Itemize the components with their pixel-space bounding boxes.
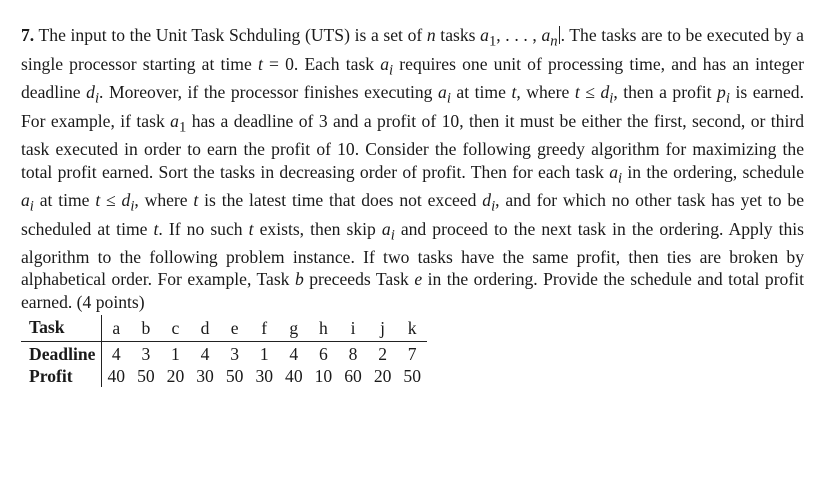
math-var: e	[414, 269, 423, 290]
math-var: d	[121, 190, 131, 211]
math-var: t	[257, 53, 263, 74]
problem-text: preceeds Task	[303, 269, 415, 290]
problem-text: requires one unit of processing time, and has an integer deadline	[21, 53, 804, 103]
math-subscript: i	[618, 170, 623, 187]
deadline-cell: 1	[171, 344, 180, 364]
math-subscript: i	[130, 198, 135, 215]
math-var: a	[380, 53, 390, 74]
math-subscript: i	[94, 90, 100, 107]
deadline-cell: 2	[378, 344, 387, 364]
math-subscript: n	[550, 33, 558, 50]
task-cell: b	[131, 315, 161, 342]
problem-text: tasks	[435, 25, 481, 45]
profit-cell: 60	[344, 366, 362, 386]
problem-text: ≤	[579, 82, 601, 103]
task-cell: g	[279, 315, 309, 342]
profit-cell: 40	[285, 366, 303, 386]
deadline-cell: 8	[348, 344, 358, 364]
profit-cell: 30	[196, 366, 214, 386]
problem-text: . If no such	[158, 218, 249, 239]
problem-text: in the ordering, schedule	[622, 161, 805, 182]
task-cell: a	[102, 315, 131, 342]
question-number: 7.	[21, 25, 35, 45]
deadline-cell: 4	[289, 344, 299, 364]
math-subscript: 1	[488, 33, 497, 50]
math-subscript: i	[491, 198, 496, 215]
problem-text: . Moreover, if the processor finishes executing	[99, 82, 439, 103]
math-var: d	[600, 82, 610, 103]
math-subscript: i	[609, 90, 614, 107]
math-var: a	[480, 25, 489, 45]
deadline-cell: 7	[407, 344, 417, 364]
problem-text: has a deadline of 3 and a profit of 10, then it must be either the first, second, or third task executed in order to earn the profit of 10. Consider the following greedy algorithm for maximizing the total profit earned. Sort the tasks in decreasing order of profit. Then for each task	[21, 110, 804, 182]
problem-text: at time	[33, 190, 96, 211]
math-var: a	[541, 25, 551, 45]
math-var: d	[86, 82, 95, 103]
profit-cell: 30	[255, 366, 274, 386]
math-var: a	[609, 161, 618, 182]
problem-text: exists, then skip	[253, 218, 382, 239]
task-cell: d	[190, 315, 220, 342]
math-var: a	[170, 110, 179, 131]
math-var: p	[717, 82, 726, 103]
profit-cell: 20	[373, 366, 392, 386]
deadline-cell: 6	[319, 344, 328, 364]
row-label-profit: Profit	[21, 365, 102, 387]
task-cell: e	[220, 315, 250, 342]
task-row	[21, 315, 427, 342]
math-var: a	[21, 190, 30, 211]
task-cell: i	[338, 315, 368, 342]
deadline-cell: 4	[111, 344, 121, 364]
problem-text: , then a profit	[613, 82, 718, 103]
problem-text: = 0. Each task	[262, 53, 381, 74]
task-cell: h	[309, 315, 339, 342]
deadline-cell: 1	[259, 344, 269, 364]
math-var: t	[511, 82, 517, 103]
profit-cell: 20	[166, 366, 185, 386]
math-subscript: i	[725, 90, 730, 107]
problem-text: , where	[134, 190, 194, 211]
math-var: b	[294, 269, 304, 290]
problem-text: at time	[450, 82, 512, 103]
math-subscript: 1	[178, 119, 187, 136]
task-cell: k	[397, 315, 427, 342]
math-var: a	[381, 218, 391, 239]
problem-text: , . . . ,	[496, 25, 542, 45]
problem-text: in the ordering. Provide the schedule and total profit earned. (4 points)	[21, 269, 804, 312]
task-cell: c	[161, 315, 191, 342]
profit-cell: 50	[403, 366, 421, 386]
math-subscript: i	[390, 227, 395, 244]
task-table	[21, 315, 427, 387]
profit-cell: 40	[107, 366, 126, 386]
problem-text: , and for which no other task has yet to be scheduled at time	[21, 190, 804, 239]
profit-cell: 50	[137, 366, 155, 386]
math-var: t	[248, 218, 254, 239]
profit-row	[21, 365, 427, 387]
row-label-deadline: Deadline	[21, 342, 102, 366]
math-subscript: i	[29, 198, 34, 215]
math-var: t	[153, 218, 159, 239]
math-var: n	[426, 25, 436, 45]
problem-statement	[21, 24, 804, 313]
deadline-cell: 3	[230, 344, 240, 364]
math-var: a	[438, 82, 447, 103]
problem-text: . The tasks are to be executed by a single processor starting at time	[21, 25, 804, 74]
deadline-cell: 4	[200, 344, 210, 364]
problem-text: is earned. For example, if task	[21, 82, 805, 131]
problem-text: , where	[516, 82, 575, 103]
problem-text: and proceed to the next task in the ordering. Apply this algorithm to the following problem instance. If two tasks have the same profit, then ties are broken by alphabetical order. For example, Task	[21, 218, 804, 290]
text-cursor	[559, 26, 560, 44]
math-var: d	[482, 190, 492, 211]
deadline-cell: 3	[141, 344, 151, 364]
math-subscript: i	[389, 62, 394, 79]
row-label-task: Task	[21, 315, 102, 342]
math-var: t	[95, 190, 101, 211]
math-var: t	[193, 190, 199, 211]
profit-cell: 50	[225, 366, 244, 386]
deadline-row	[21, 342, 427, 366]
task-cell: f	[249, 315, 279, 342]
task-cell: j	[368, 315, 398, 342]
problem-text: is the latest time that does not exceed	[198, 190, 483, 211]
math-var: t	[574, 82, 580, 103]
math-subscript: i	[446, 90, 451, 107]
problem-text: ≤	[100, 190, 122, 211]
problem-text: The input to the Unit Task Schduling (UTS) is a set of	[34, 25, 427, 45]
profit-cell: 10	[314, 366, 333, 386]
